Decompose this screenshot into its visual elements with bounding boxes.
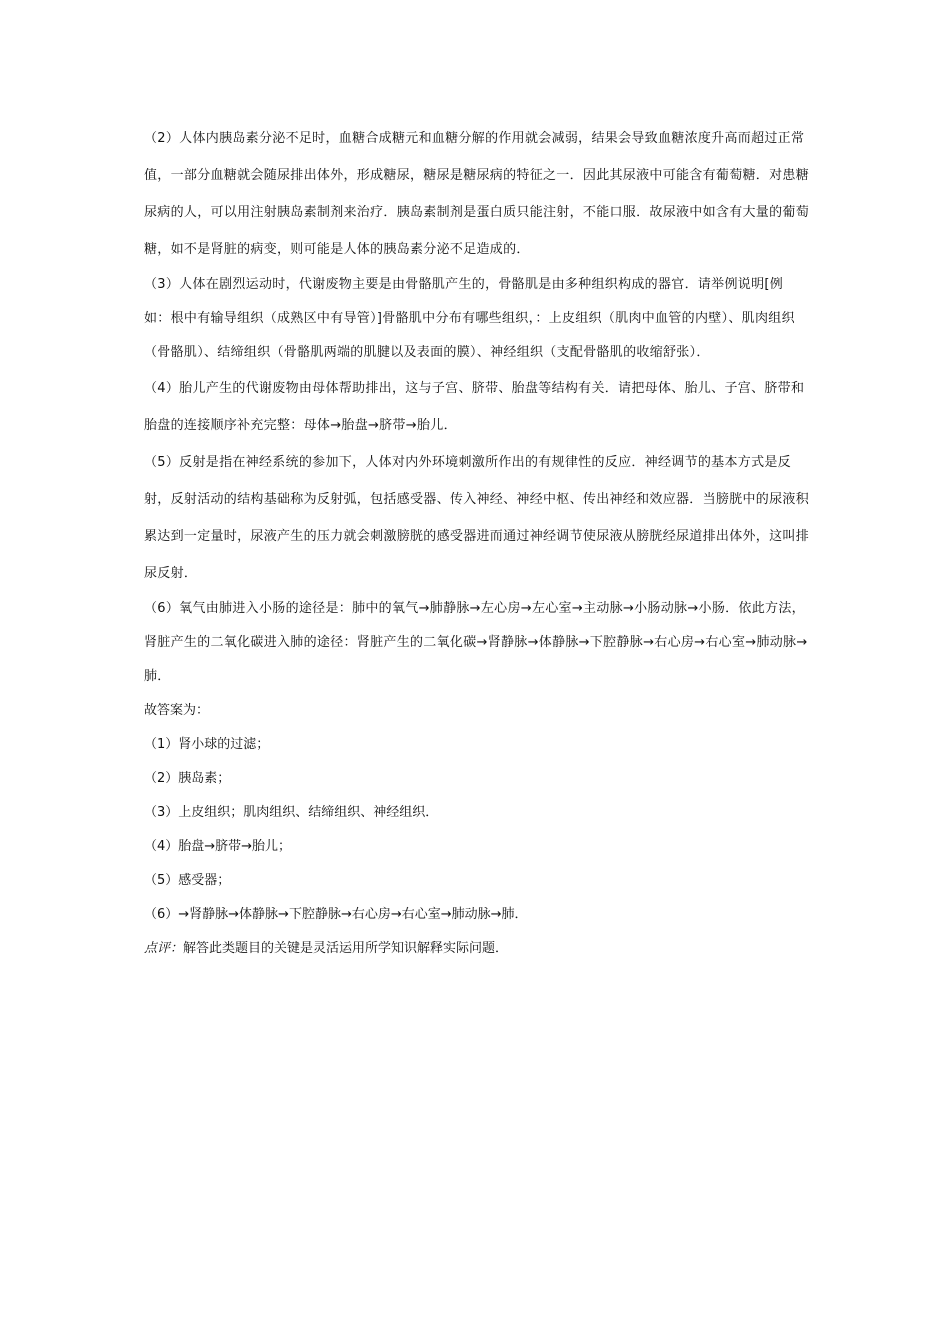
paragraph-2: （2）人体内胰岛素分泌不足时，血糖合成糖元和血糖分解的作用就会减弱，结果会导致血糖浓度升高而超过正常值，一部分血糖就会随尿排出体外，形成糖尿，糖尿是糖尿病的特征之一．因此其尿液中可能含有葡萄糖．对患糖尿病的人，可以用注射胰岛素制剂来治疗．胰岛素制剂是蛋白质只能注射，不能口服．故尿液中如含有大量的葡萄糖，如不是肾脏的病变，则可能是人体的胰岛素分泌不足造成的． <box>144 131 810 257</box>
comment-text: 解答此类题目的关键是灵活运用所学知识解释实际问题． <box>183 941 509 956</box>
paragraph-3: （3）人体在剧烈运动时，代谢废物主要是由骨骼肌产生的，骨骼肌是由多种组织构成的器官．请举例说明[例如：根中有输导组织（成熟区中有导管）]骨骼肌中分布有哪些组织，：上皮组织（肌肉中血管的内壁）、肌肉组织（骨骼肌）、结缔组织（骨骼肌两端的肌腱以及表面的膜）、神经组织（支配骨骼肌的收缩舒张）． <box>144 277 795 360</box>
paragraph-6: （6）氧气由肺进入小肠的途径是：肺中的氧气→肺静脉→左心房→左心室→主动脉→小肠动脉→小肠．依此方法，肾脏产生的二氧化碳进入肺的途径：肾脏产生的二氧化碳→肾静脉→体静脉→下腔静脉→右心房→右心室→肺动脉→肺． <box>144 601 808 684</box>
answer-item-2: （2）胰岛素； <box>144 771 231 786</box>
paragraph-5: （5）反射是指在神经系统的参加下，人体对内外环境刺激所作出的有规律性的反应．神经调节的基本方式是反射，反射活动的结构基础称为反射弧，包括感受器、传入神经、神经中枢、传出神经和效应器．当膀胱中的尿液积累达到一定量时，尿液产生的压力就会刺激膀胱的感受器进而通过神经调节使尿液从膀胱经尿道排出体外，这叫排尿反射． <box>144 455 810 581</box>
answer-item-3: （3）上皮组织；肌肉组织、结缔组织、神经组织． <box>144 805 439 820</box>
answer-item-6: （6）→肾静脉→体静脉→下腔静脉→右心房→右心室→肺动脉→肺． <box>144 907 528 922</box>
answer-heading: 故答案为： <box>144 703 210 718</box>
answer-item-4: （4）胎盘→脐带→胎儿； <box>144 839 292 854</box>
document-body <box>144 120 809 966</box>
answer-item-5: （5）感受器； <box>144 873 231 888</box>
comment <box>144 932 809 966</box>
paragraph-4: （4）胎儿产生的代谢废物由母体帮助排出，这与子宫、脐带、胎盘等结构有关．请把母体、胎儿、子宫、脐带和胎盘的连接顺序补充完整：母体→胎盘→脐带→胎儿． <box>144 381 805 433</box>
comment-label: 点评： <box>144 941 184 956</box>
answer-item-1: （1）肾小球的过滤； <box>144 737 270 752</box>
